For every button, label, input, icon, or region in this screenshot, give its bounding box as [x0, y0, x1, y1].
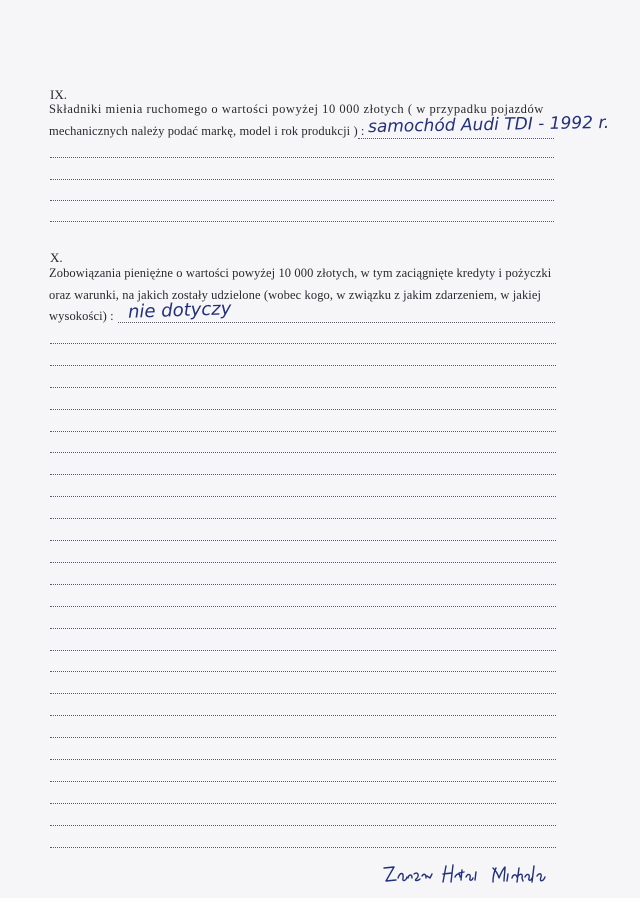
dotted-line	[50, 693, 556, 694]
dotted-line	[50, 825, 556, 826]
dotted-line	[50, 343, 556, 344]
section-ix-number: IX.	[50, 87, 67, 102]
dotted-line	[50, 584, 556, 585]
section-x-line2: oraz warunki, na jakich zostały udzielone (wobec kogo, w związku z jakim zdarzeniem, w jakiej	[49, 288, 542, 302]
dotted-line	[50, 474, 556, 475]
dotted-line	[50, 847, 556, 848]
section-ix-line1: Składniki mienia ruchomego o wartości powyżej 10 000 złotych ( w przypadku pojazdów	[49, 102, 544, 116]
dotted-line	[50, 759, 556, 760]
dotted-line	[50, 671, 556, 672]
dotted-line	[50, 715, 556, 716]
dotted-line	[50, 221, 554, 222]
dotted-line	[50, 431, 556, 432]
dotted-line	[50, 628, 556, 629]
section-x-number: X.	[50, 250, 63, 265]
dotted-line	[50, 803, 556, 804]
section-x-line3: wysokości) :	[49, 309, 114, 323]
dotted-line	[50, 157, 554, 158]
dotted-line	[50, 606, 556, 607]
section-ix-handwritten-answer: samochód Audi TDI - 1992 r.	[367, 112, 610, 138]
section-x-handwritten-answer: nie dotyczy	[127, 298, 232, 323]
dotted-line	[50, 650, 556, 651]
dotted-line	[50, 365, 556, 366]
dotted-line	[50, 200, 554, 201]
dotted-line	[50, 179, 554, 180]
dotted-line	[50, 540, 556, 541]
answer-dotted-line	[118, 322, 555, 323]
dotted-line	[50, 452, 556, 453]
section-ix-line2: mechanicznych należy podać markę, model i rok produkcji ) :	[49, 124, 365, 138]
dotted-line	[50, 387, 556, 388]
dotted-line	[50, 781, 556, 782]
dotted-line	[50, 737, 556, 738]
dotted-line	[50, 409, 556, 410]
handwritten-signature	[380, 856, 560, 892]
section-x-line1: Zobowiązania pieniężne o wartości powyżej 10 000 złotych, w tym zaciągnięte kredyty i pożyczki	[49, 266, 552, 280]
dotted-line	[50, 562, 556, 563]
dotted-line	[50, 518, 556, 519]
dotted-line	[50, 496, 556, 497]
answer-dotted-line	[358, 138, 554, 139]
